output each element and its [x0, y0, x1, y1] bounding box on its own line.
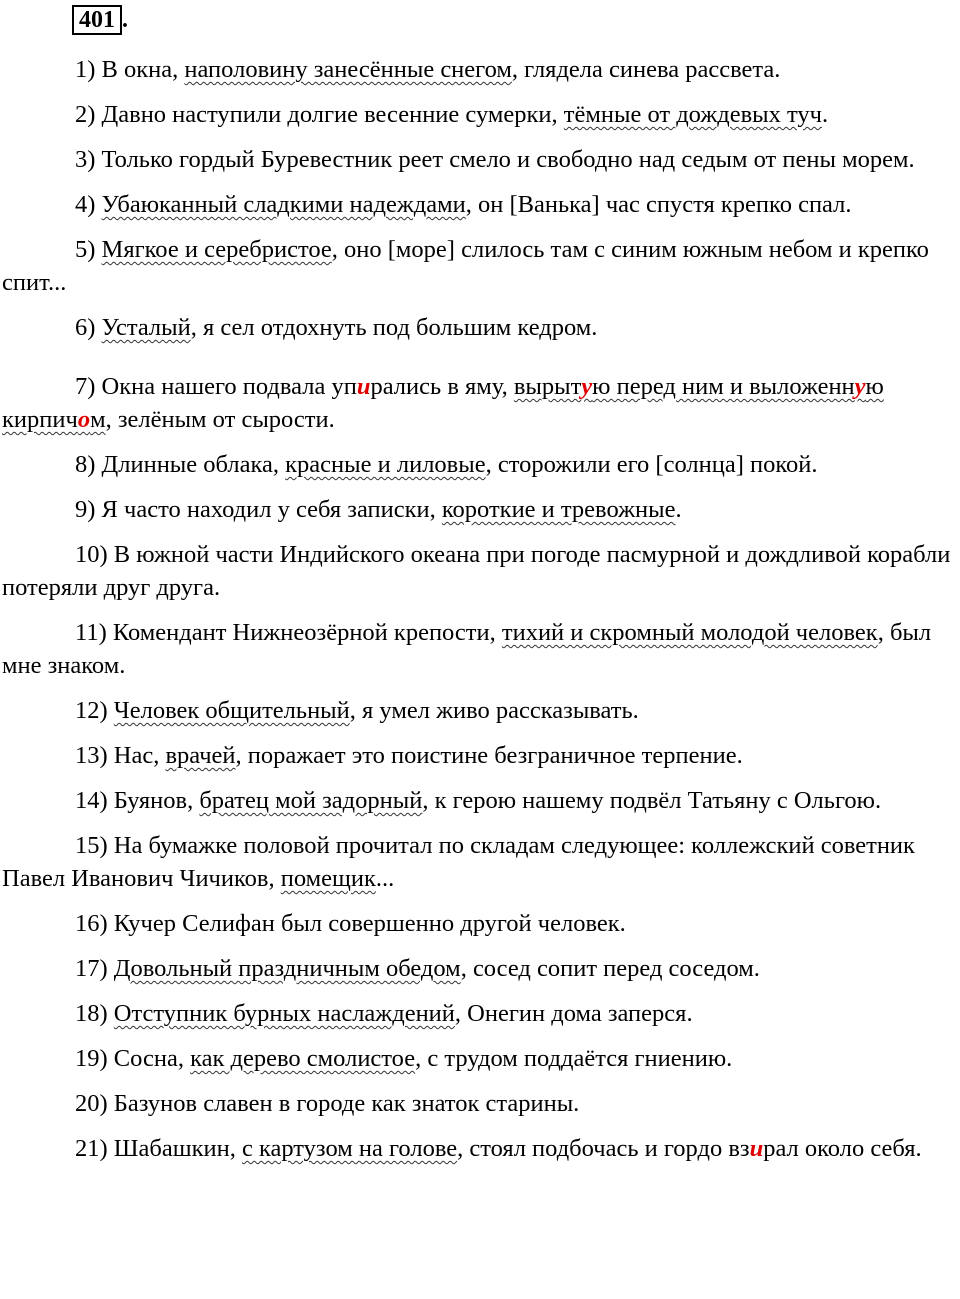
text-segment: 16) Кучер Селифан был совершенно другой человек.: [75, 910, 626, 937]
text-segment: , Онегин дома заперся.: [454, 1000, 693, 1027]
sentence-9: [2, 493, 958, 526]
exercise-sentences: [2, 53, 958, 1165]
underlined-phrase: наполовину занесённые снегом: [184, 56, 512, 83]
sentence-11: [2, 616, 958, 682]
underlined-phrase: короткие и тревожные: [441, 496, 676, 523]
underlined-phrase: Человек общительный: [113, 697, 350, 724]
text-segment: 7) Окна нашего подвала уп: [75, 373, 357, 400]
underlined-phrase: с картузом на голове: [241, 1135, 458, 1162]
text-segment: 11) Комендант Нижнеозёрной крепости,: [75, 619, 502, 646]
text-segment: 8) Длинные облака,: [75, 451, 286, 478]
exercise-number: 401: [79, 7, 115, 33]
text-segment: 19) Сосна,: [75, 1045, 191, 1072]
sentence-3: [2, 143, 958, 176]
sentence-18: [2, 997, 958, 1030]
sentence-16: [2, 907, 958, 940]
sentence-1: [2, 53, 958, 86]
text-segment: 13) Нас,: [75, 742, 166, 769]
text-segment: , сосед сопит перед соседом.: [460, 955, 760, 982]
underlined-phrase: Убаюканный сладкими надеждами: [101, 191, 466, 218]
text-segment: 6): [75, 314, 102, 341]
highlighted-letter: и: [356, 373, 371, 400]
text-segment: 20) Базунов славен в городе как знаток старины.: [75, 1090, 580, 1117]
text-segment: 2) Давно наступили долгие весенние сумерки,: [75, 101, 564, 128]
text-segment: 5): [75, 236, 102, 263]
sentence-17: [2, 952, 958, 985]
text-segment: 17): [75, 955, 114, 982]
underlined-phrase: Отступник бурных наслаждений: [113, 1000, 455, 1027]
text-segment: , с трудом поддаётся гниению.: [415, 1045, 733, 1072]
highlighted-letter-underlined: о: [77, 406, 91, 433]
sentence-21: [2, 1132, 958, 1165]
text-segment: , к герою нашему подвёл Татьяну с Ольгою.: [422, 787, 882, 814]
text-segment: 21) Шабашкин,: [75, 1135, 242, 1162]
underlined-phrase: помещик: [280, 865, 376, 892]
text-segment: , сторожили его [солнца] покой.: [485, 451, 818, 478]
highlighted-letter-underlined: у: [581, 373, 593, 400]
text-segment: , он [Ванька] час спустя крепко спал.: [465, 191, 852, 218]
exercise-number-dot: .: [122, 7, 128, 33]
underlined-phrase: ю перед ним и выложенн: [592, 373, 855, 400]
text-segment: , оно [море] слилось там с синим южным небом и крепко спит...: [2, 236, 929, 296]
underlined-phrase: ю кирпич: [2, 373, 884, 433]
sentence-19: [2, 1042, 958, 1075]
highlighted-letter-underlined: у: [854, 373, 866, 400]
text-segment: 12): [75, 697, 114, 724]
sentence-6: [2, 311, 958, 344]
underlined-phrase: Усталый: [101, 314, 191, 341]
text-segment: ...: [375, 865, 395, 892]
underlined-phrase: м: [90, 406, 106, 433]
text-segment: 14) Буянов,: [75, 787, 200, 814]
sentence-2: [2, 98, 958, 131]
text-segment: , поражает это поистине безграничное терпение.: [235, 742, 743, 769]
exercise-header: [72, 5, 128, 35]
text-segment: , стоял подбочась и гордо вз: [457, 1135, 750, 1162]
sentence-12: [2, 694, 958, 727]
underlined-phrase: как дерево смолистое: [190, 1045, 416, 1072]
text-segment: рались в яму,: [370, 373, 514, 400]
text-segment: , был мне знаком.: [2, 619, 932, 679]
sentence-5: [2, 233, 958, 299]
underlined-phrase: врачей: [165, 742, 236, 769]
text-segment: 18): [75, 1000, 114, 1027]
text-segment: 3) Только гордый Буревестник реет смело и свободно над седым от пены морем.: [75, 146, 915, 173]
underlined-phrase: Мягкое и серебристое: [101, 236, 332, 263]
sentence-10: [2, 538, 958, 604]
underlined-phrase: братец мой задорный: [199, 787, 423, 814]
underlined-phrase: тихий и скромный молодой человек: [501, 619, 878, 646]
sentence-8: [2, 448, 958, 481]
underlined-phrase: вырыт: [513, 373, 582, 400]
text-segment: , глядела синева рассвета.: [511, 56, 781, 83]
text-segment: , зелёным от сырости.: [105, 406, 335, 433]
exercise-number-box: [72, 5, 122, 35]
text-segment: .: [675, 496, 682, 523]
text-segment: 4): [75, 191, 102, 218]
highlighted-letter: и: [749, 1135, 764, 1162]
text-segment: 9) Я часто находил у себя записки,: [75, 496, 442, 523]
underlined-phrase: Довольный праздничным обедом: [113, 955, 461, 982]
sentence-20: [2, 1087, 958, 1120]
sentence-4: [2, 188, 958, 221]
text-segment: 10) В южной части Индийского океана при погоде пасмурной и дождливой корабли потеряли друг друга.: [2, 541, 951, 601]
text-segment: , я умел живо рассказывать.: [349, 697, 639, 724]
text-segment: 1) В окна,: [75, 56, 185, 83]
underlined-phrase: тёмные от дождевых туч: [563, 101, 822, 128]
sentence-14: [2, 784, 958, 817]
sentence-7: [2, 370, 958, 436]
underlined-phrase: красные и лиловые: [285, 451, 486, 478]
text-segment: , я сел отдохнуть под большим кедром.: [190, 314, 598, 341]
sentence-15: [2, 829, 958, 895]
text-segment: рал около себя.: [763, 1135, 922, 1162]
sentence-13: [2, 739, 958, 772]
text-segment: 15) На бумажке половой прочитал по складам следующее: коллежский советник Павел Иванович Чичиков,: [2, 832, 915, 892]
text-segment: .: [821, 101, 829, 128]
